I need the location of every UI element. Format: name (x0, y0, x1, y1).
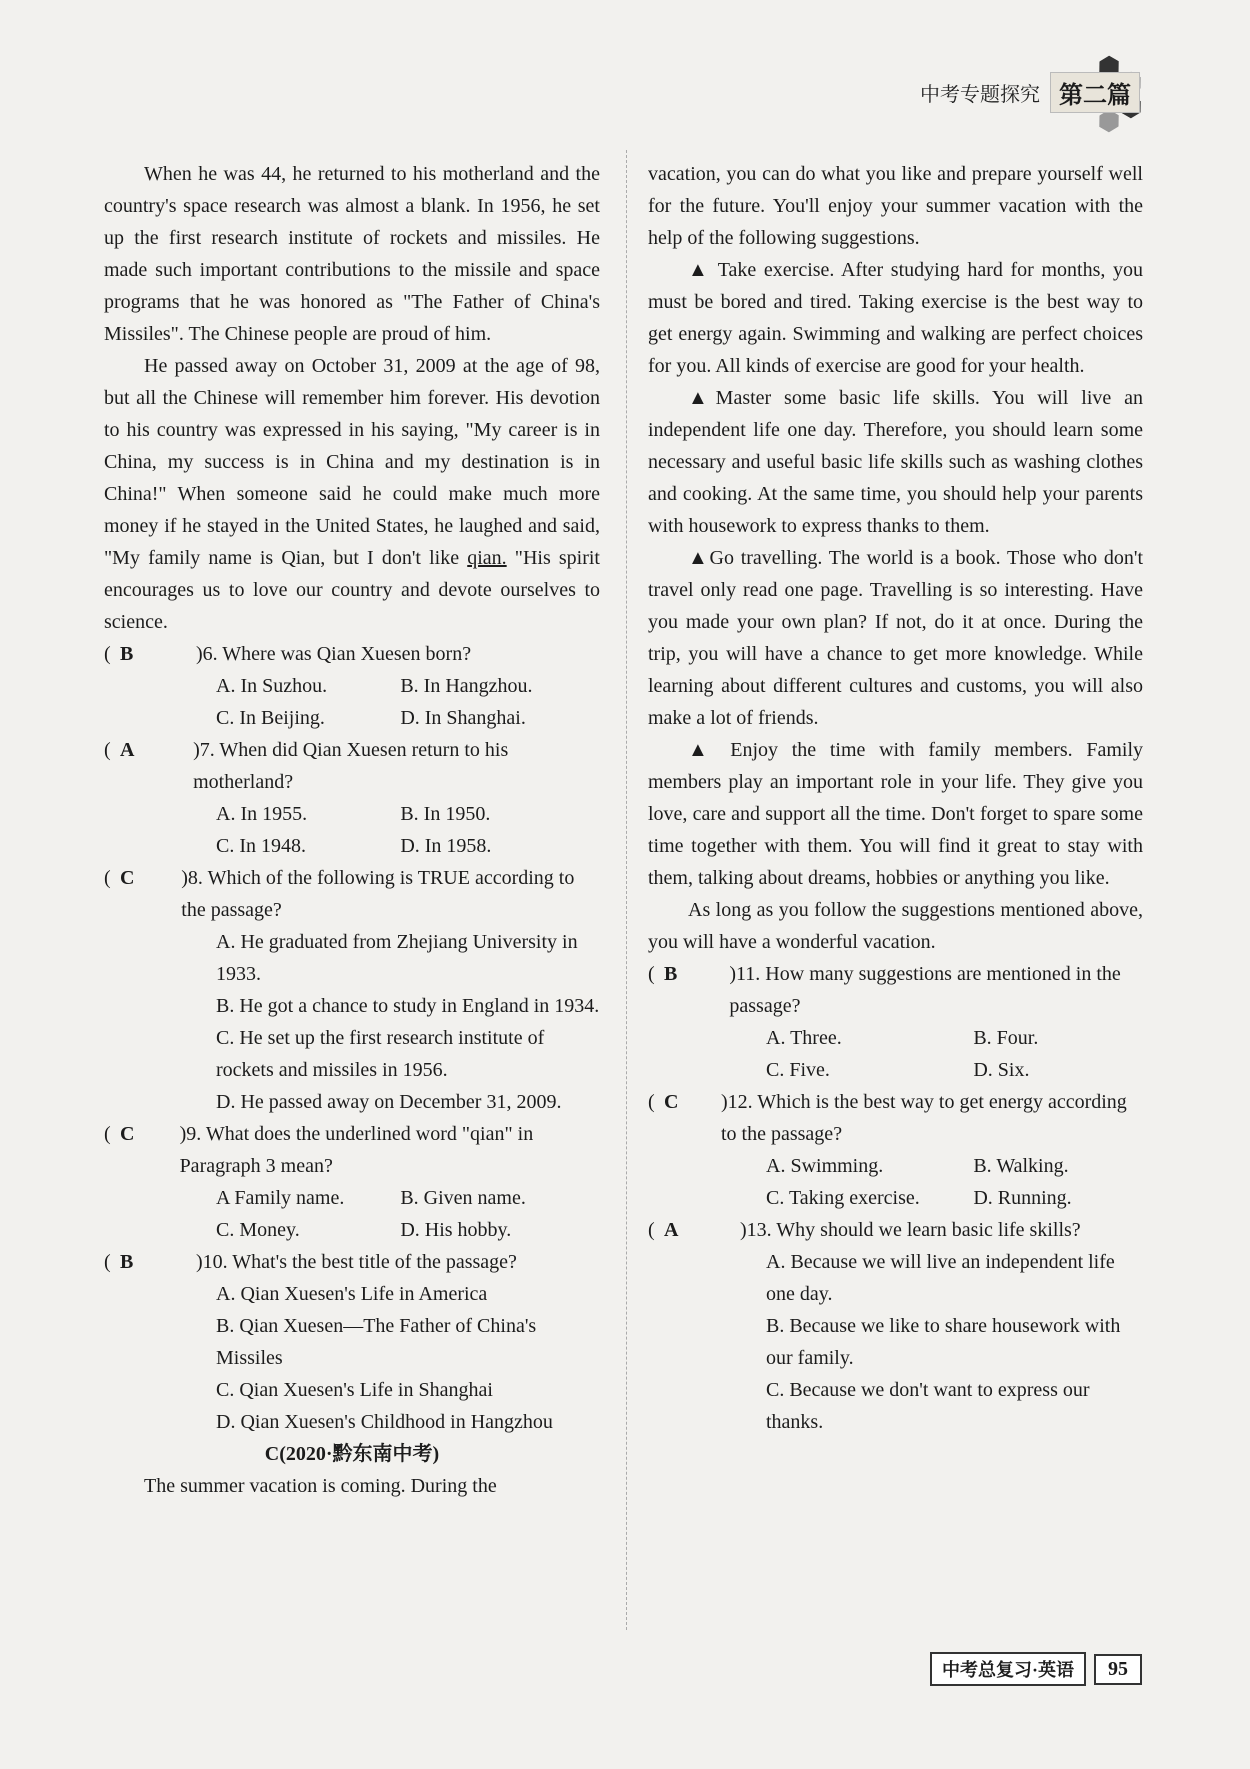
option: C. Taking exercise. (766, 1187, 920, 1209)
option: B. Walking. (973, 1155, 1069, 1177)
underlined-word: qian. (467, 547, 507, 569)
section-title: C(2020·黔东南中考) (264, 1443, 440, 1465)
paragraph: ▲ Take exercise. After studying hard for months, you must be bored and tired. Taking exercise is the best way to get energy again. Swimming and walking are perfect choices for you. All kinds of exercise are good for your health. (648, 259, 1143, 377)
option: C. Money. (216, 1219, 300, 1241)
question-8: ( C )8. Which of the following is TRUE according to the passage? (104, 862, 600, 926)
option: A. Because we will live an independent life one day. (766, 1251, 1115, 1305)
question-text: )6. Where was Qian Xuesen born? (196, 643, 472, 665)
option: D. In 1958. (400, 835, 492, 857)
option: A. Qian Xuesen's Life in America (216, 1283, 488, 1305)
answer: B (664, 963, 678, 985)
paragraph: ▲ Enjoy the time with family members. Family members play an important role in your life. They give you love, care and support all the time. Don't forget to spare some time together with them. You will find it great to stay with them, talking about dreams, hobbies or anything you like. (648, 739, 1143, 889)
paragraph: ▲Go travelling. The world is a book. Those who don't travel only read one page. Travelling is so interesting. Have you made your own plan? If not, do it at once. During the trip, you will have a chance to get more knowledge. While learning about different cultures and customs, you will also make a lot of friends. (648, 547, 1143, 729)
question-text: )11. How many suggestions are mentioned in the passage? (729, 963, 1121, 1017)
page-number: 95 (1094, 1654, 1142, 1685)
option: C. Because we don't want to express our thanks. (766, 1379, 1090, 1433)
option: C. In 1948. (216, 835, 306, 857)
page-footer (930, 1652, 1142, 1686)
column-divider (626, 150, 627, 1630)
option: A. In Suzhou. (216, 675, 328, 697)
option: C. Qian Xuesen's Life in Shanghai (216, 1379, 493, 1401)
question-text: )7. When did Qian Xuesen return to his motherland? (193, 739, 509, 793)
option: D. Running. (973, 1187, 1072, 1209)
option: C. He set up the first research institute of rockets and missiles in 1956. (216, 1027, 545, 1081)
answer: A (664, 1219, 679, 1241)
paragraph: The summer vacation is coming. During the (144, 1475, 497, 1497)
option: A. In 1955. (216, 803, 308, 825)
paragraph: vacation, you can do what you like and prepare yourself well for the future. You'll enjoy your summer vacation with the help of the following suggestions. (648, 163, 1143, 249)
paragraph: As long as you follow the suggestions mentioned above, you will have a wonderful vacation. (648, 899, 1143, 953)
question-text: )13. Why should we learn basic life skills? (740, 1219, 1081, 1241)
question-12: ( C )12. Which is the best way to get energy according to the passage? (648, 1086, 1143, 1150)
question-11: ( B )11. How many suggestions are mentioned in the passage? (648, 958, 1143, 1022)
option: B. Four. (973, 1027, 1039, 1049)
question-7: ( A )7. When did Qian Xuesen return to his motherland? (104, 734, 600, 798)
answer: B (120, 1251, 134, 1273)
question-10: ( B )10. What's the best title of the passage? (104, 1246, 600, 1278)
book-title: 中考总复习·英语 (930, 1652, 1086, 1686)
option: C. Five. (766, 1059, 830, 1081)
question-13: ( A )13. Why should we learn basic life skills? (648, 1214, 1143, 1246)
option: B. In 1950. (400, 803, 491, 825)
question-6: ( B )6. Where was Qian Xuesen born? (104, 638, 600, 670)
paragraph: ▲Master some basic life skills. You will live an independent life one day. Therefore, you should learn some necessary and useful basic life skills such as washing clothes and cooking. At the same time, you should help your parents with housework to express thanks to them. (648, 387, 1143, 537)
option: D. Six. (973, 1059, 1030, 1081)
paragraph: He passed away on October 31, 2009 at the age of 98, but all the Chinese will remember him forever. His devotion to his country was expressed in his saying, "My career is in China, my success is in China and my destination is in China!" When someone said he could make much more money if he stayed in the United States, he laughed and said, "My family name is Qian, but I don't like qian. "His spirit encourages us to love our country and devote ourselves to science. (104, 355, 600, 633)
option: D. He passed away on December 31, 2009. (216, 1091, 562, 1113)
right-column (648, 158, 1143, 1438)
answer: C (120, 1123, 135, 1145)
option: A. Three. (766, 1027, 842, 1049)
header-part: 第二篇 (1050, 72, 1140, 113)
option: D. Qian Xuesen's Childhood in Hangzhou (216, 1411, 553, 1433)
question-text: )9. What does the underlined word "qian" in Paragraph 3 mean? (179, 1123, 534, 1177)
left-column (104, 158, 600, 1502)
option: A. He graduated from Zhejiang University in 1933. (216, 931, 578, 985)
header-section: 中考专题探究 (920, 84, 1040, 106)
option: A. Swimming. (766, 1155, 884, 1177)
answer: C (120, 867, 135, 889)
option: D. In Shanghai. (400, 707, 526, 729)
option: D. His hobby. (400, 1219, 512, 1241)
answer: C (664, 1091, 679, 1113)
option: C. In Beijing. (216, 707, 325, 729)
question-text: )12. Which is the best way to get energy according to the passage? (721, 1091, 1127, 1145)
question-text: )8. Which of the following is TRUE according to the passage? (181, 867, 575, 921)
answer: A (120, 739, 135, 761)
question-9: ( C )9. What does the underlined word "qian" in Paragraph 3 mean? (104, 1118, 600, 1182)
option: B. Given name. (400, 1187, 526, 1209)
option: B. He got a chance to study in England in 1934. (216, 995, 600, 1017)
question-text: )10. What's the best title of the passage? (196, 1251, 517, 1273)
option: B. Qian Xuesen—The Father of China's Missiles (216, 1315, 537, 1369)
answer: B (120, 643, 134, 665)
option: B. Because we like to share housework with our family. (766, 1315, 1121, 1369)
option: B. In Hangzhou. (400, 675, 533, 697)
option: A Family name. (216, 1187, 345, 1209)
page-header (920, 72, 1140, 113)
paragraph: When he was 44, he returned to his motherland and the country's space research was almost a blank. In 1956, he set up the first research institute of rockets and missiles. He made such important contributions to the missile and space programs that he was honored as "The Father of China's Missiles". The Chinese people are proud of him. (104, 163, 600, 345)
